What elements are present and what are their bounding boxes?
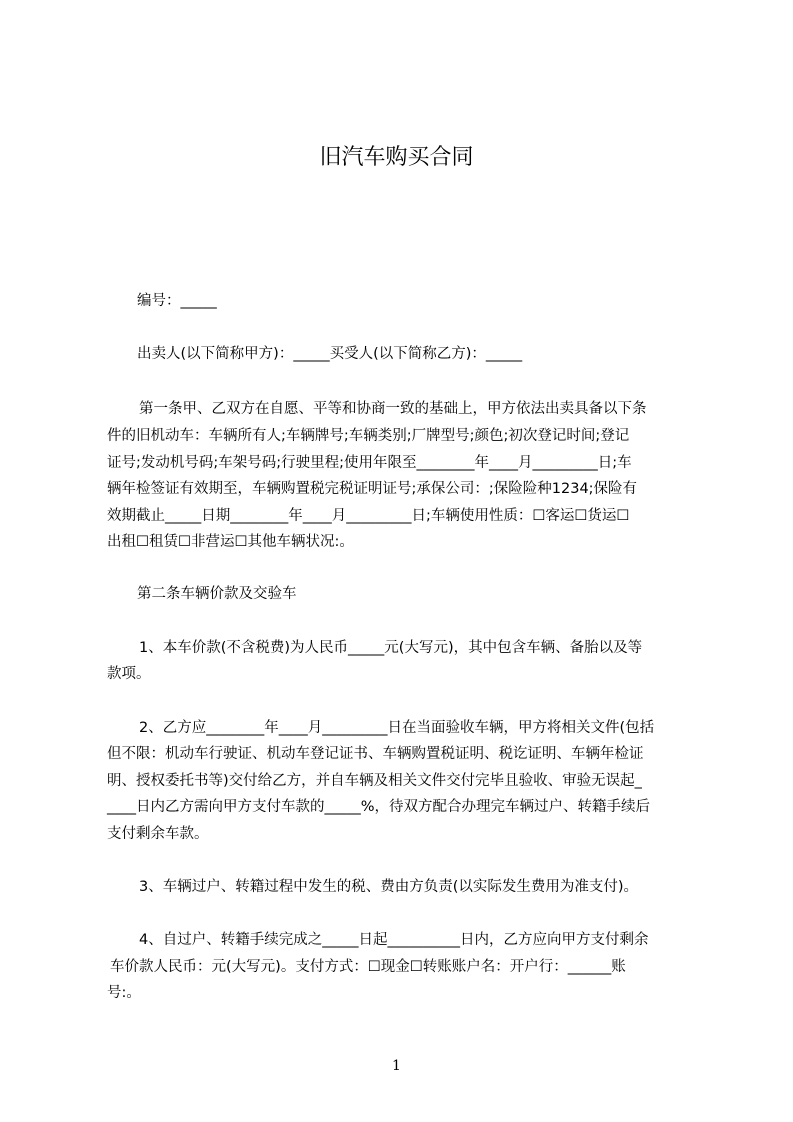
article1-line-6: 出租☐租赁☐非营运☐其他车辆状况:。 xyxy=(107,534,354,550)
clause2-line-1: 2、乙方应________年____月_________日在当面验收车辆，甲方将相关文件(包括 xyxy=(139,720,655,736)
clause2-line-3: 明、授权委托书等)交付给乙方，并自车辆及相关文件交付完毕且验收、审验无误起_ xyxy=(107,773,642,789)
clause4-line-2: 车价款人民币：元(大写元)。支付方式：☐现金☐转账账户名：开户行：______账 xyxy=(110,959,626,975)
clause4-line-3: 号:。 xyxy=(107,985,141,1001)
article1-line-2: 件的旧机动车：车辆所有人;车辆牌号;车辆类别;厂牌型号;颜色;初次登记时间;登记 xyxy=(107,428,630,444)
clause2-line-2: 但不限：机动车行驶证、机动车登记证书、车辆购置税证明、税讫证明、车辆年检证 xyxy=(107,746,644,762)
page-number: 1 xyxy=(392,1058,401,1074)
contract-number-line: 编号：_____ xyxy=(137,293,217,309)
clause4-line-1: 4、自过户、转籍手续完成之_____日起__________日内，乙方应向甲方支付剩余 xyxy=(139,932,649,948)
article1-line-1: 第一条甲、乙双方在自愿、平等和协商一致的基础上，甲方依法出卖具备以下条 xyxy=(139,401,647,417)
clause1-line-1: 1、本车价款(不含税费)为人民币_____元(大写元)，其中包含车辆、备胎以及等 xyxy=(139,640,643,656)
parties-line: 出卖人(以下简称甲方)：_____买受人(以下简称乙方)：_____ xyxy=(137,346,523,362)
article1-line-3: 证号;发动机号码;车架号码;行驶里程;使用年限至________年____月_________日;车 xyxy=(107,455,632,471)
document-title: 旧汽车购买合同 xyxy=(319,145,474,170)
clause2-line-4: ____日内乙方需向甲方支付车款的_____%，待双方配合办理完车辆过户、转籍手续后 xyxy=(107,799,651,815)
clause3-line: 3、车辆过户、转籍过程中发生的税、费由方负责(以实际发生费用为准支付)。 xyxy=(139,879,639,895)
clause2-line-5: 支付剩余车款。 xyxy=(107,826,209,842)
article1-line-5: 效期截止_____日期________年____月_________日;车辆使用性质：☐客运☐货运☐ xyxy=(107,508,630,524)
article1-line-4: 辆年检签证有效期至，车辆购置税完税证明证号;承保公司：;保险险种1234;保险有 xyxy=(107,481,638,497)
clause1-line-2: 款项。 xyxy=(107,666,151,682)
article2-heading: 第二条车辆价款及交验车 xyxy=(137,586,297,602)
